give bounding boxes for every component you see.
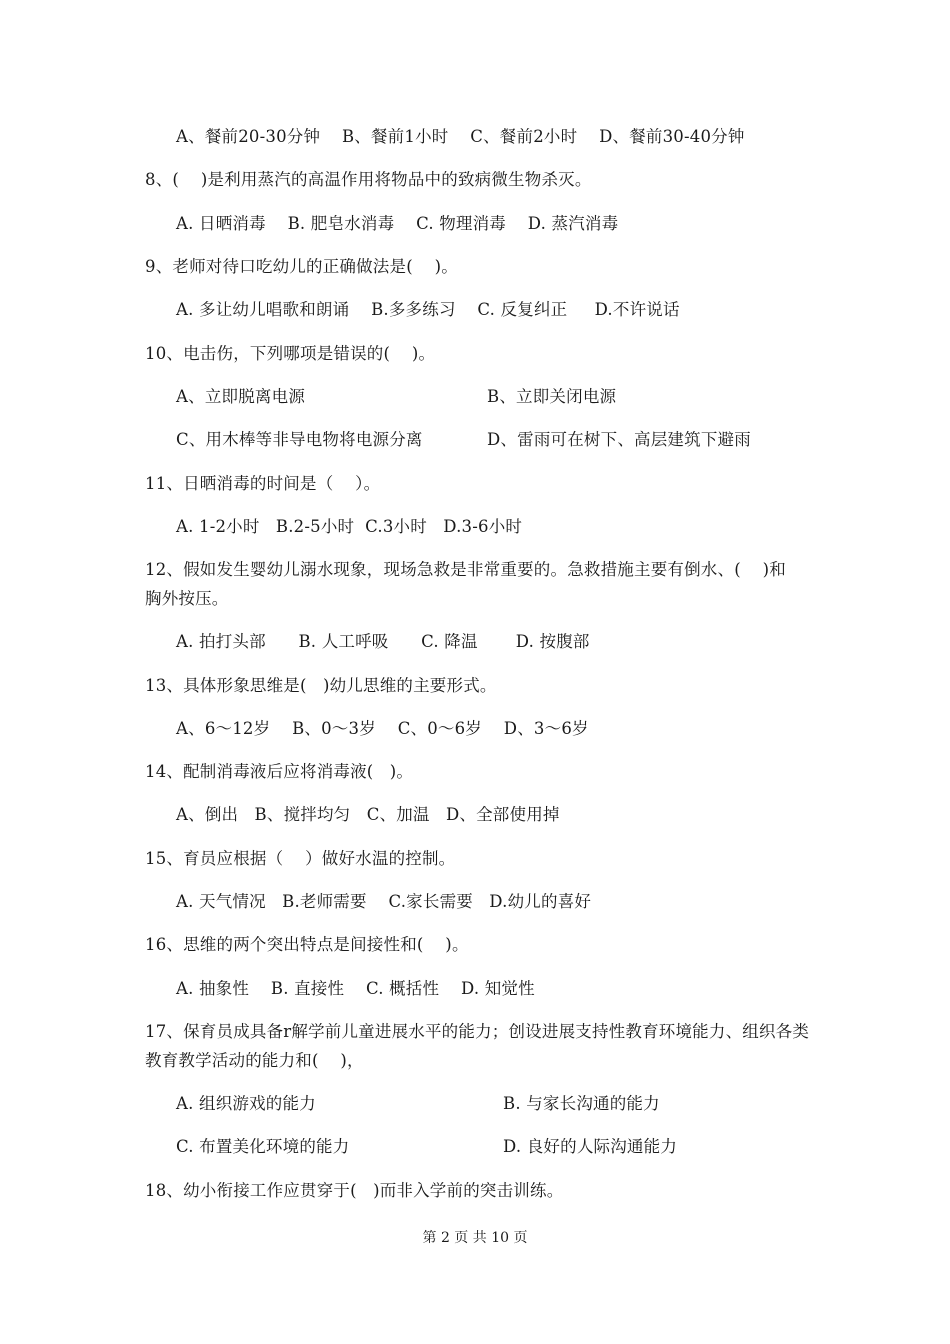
q7-options: A、餐前20-30分钟 B、餐前1小时 C、餐前2小时 D、餐前30-40分钟	[176, 127, 745, 146]
q17-question-line2: 教育教学活动的能力和( )，	[145, 1051, 364, 1070]
q12-options: A. 拍打头部 B. 人工呼吸 C. 降温 D. 按腹部	[176, 632, 590, 651]
q13-options: A、6～12岁 B、0～3岁 C、0～6岁 D、3～6岁	[176, 719, 589, 738]
q9-options: A. 多让幼儿唱歌和朗诵 B.多多练习 C. 反复纠正 D.不许说话	[176, 300, 680, 319]
q10-option-b: B、立即关闭电源	[487, 387, 617, 406]
q10-option-a: A、立即脱离电源	[176, 387, 306, 406]
q8-question: 8、( )是利用蒸汽的高温作用将物品中的致病微生物杀灭。	[145, 170, 592, 189]
q17-question-line1: 17、保育员成具备r解学前儿童进展水平的能力；创设进展支持性教育环境能力、组织各类	[145, 1022, 810, 1041]
q10-option-d: D、雷雨可在树下、高层建筑下避雨	[487, 430, 751, 449]
page-number-footer: 第 2 页 共 10 页	[422, 1230, 528, 1246]
q11-options: A. 1-2小时 B.2-5小时 C.3小时 D.3-6小时	[176, 517, 523, 536]
q9-question: 9、老师对待口吃幼儿的正确做法是( )。	[145, 257, 458, 276]
q11-question: 11、日晒消毒的时间是（ ）。	[145, 474, 381, 493]
q15-question: 15、育员应根据（ ）做好水温的控制。	[145, 849, 456, 868]
q16-question: 16、思维的两个突出特点是间接性和( )。	[145, 935, 469, 954]
q10-option-c: C、用木棒等非导电物将电源分离	[176, 430, 423, 449]
q17-option-d: D. 良好的人际沟通能力	[503, 1137, 678, 1156]
q16-options: A. 抽象性 B. 直接性 C. 概括性 D. 知觉性	[176, 979, 535, 998]
q17-option-b: B. 与家长沟通的能力	[503, 1094, 660, 1113]
q17-option-c: C. 布置美化环境的能力	[176, 1137, 350, 1156]
q14-options: A、倒出 B、搅拌均匀 C、加温 D、全部使用掉	[176, 805, 560, 824]
q14-question: 14、配制消毒液后应将消毒液( )。	[145, 762, 414, 781]
q15-options: A. 天气情况 B.老师需要 C.家长需要 D.幼儿的喜好	[176, 892, 592, 911]
q13-question: 13、具体形象思维是( )幼儿思维的主要形式。	[145, 676, 497, 695]
q12-question-line1: 12、假如发生婴幼儿溺水现象，现场急救是非常重要的。急救措施主要有倒水、( )和	[145, 560, 786, 579]
q12-question-line2: 胸外按压。	[145, 589, 229, 608]
q17-option-a: A. 组织游戏的能力	[176, 1094, 316, 1113]
q18-question: 18、幼小衔接工作应贯穿于( )而非入学前的突击训练。	[145, 1181, 564, 1200]
q8-options: A. 日晒消毒 B. 肥皂水消毒 C. 物理消毒 D. 蒸汽消毒	[176, 214, 619, 233]
q10-question: 10、电击伤，下列哪项是错误的( )。	[145, 344, 436, 363]
